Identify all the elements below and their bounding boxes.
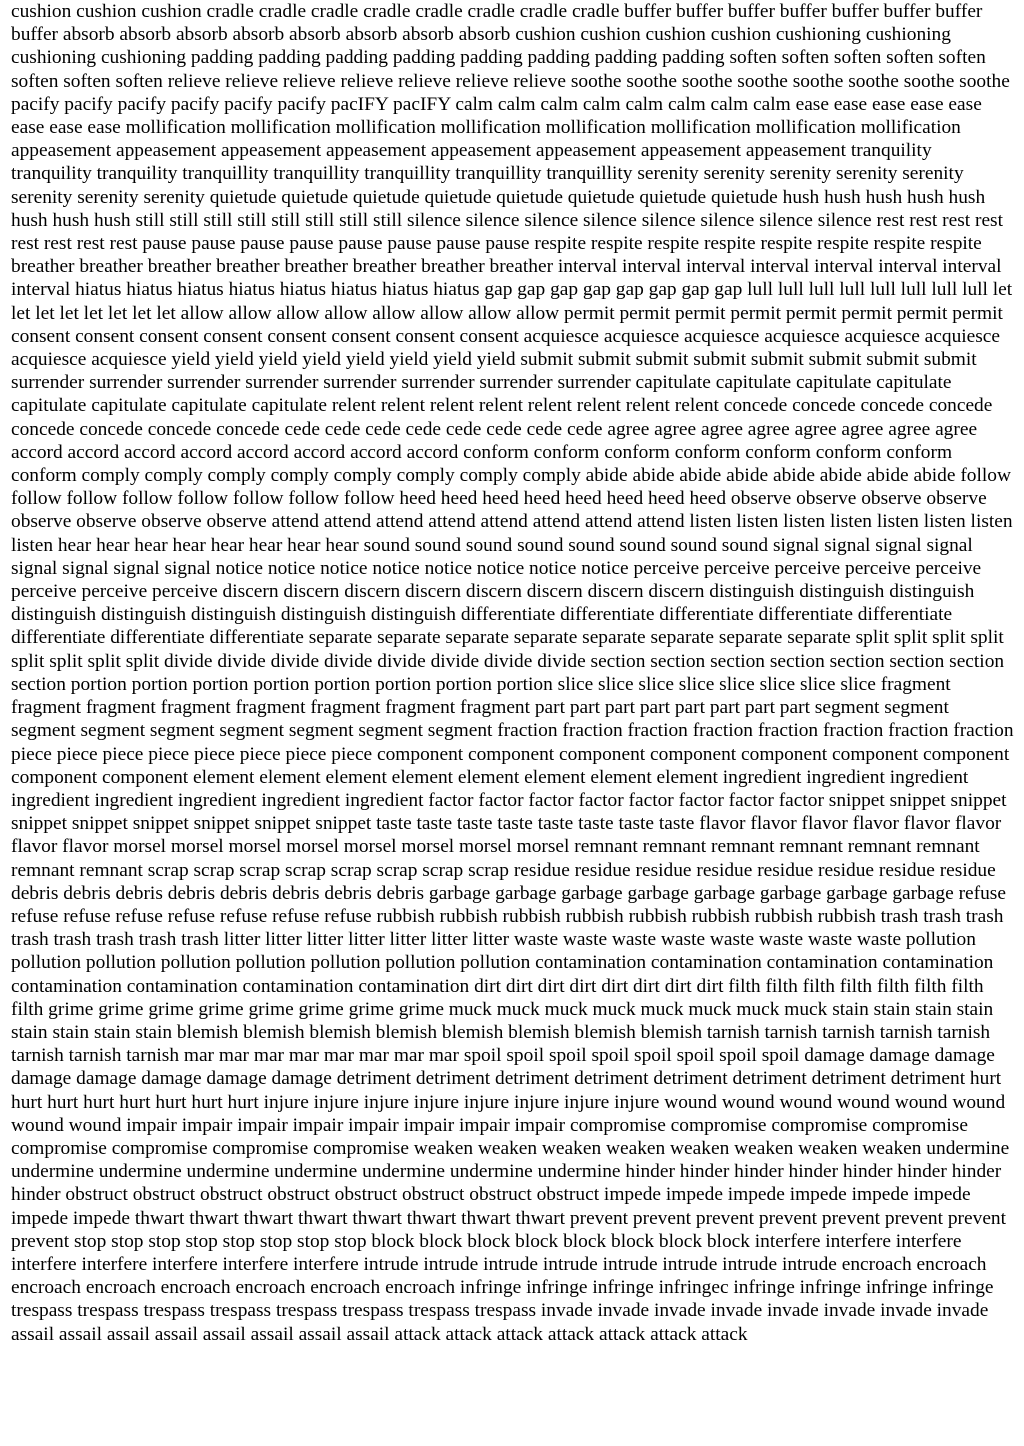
body-text: cushion cushion cushion cradle cradle cradle cradle cradle cradle cradle cradle buffer buffer buffer buffer buffer buffer buffer buffer absorb absorb absorb absorb absorb absorb absorb absorb cushion cushion cushion cushion cushioning cushioning cushioning cushioning padding padding padding padding padding padding padding padding soften soften soften soften soften soften soften soften relieve relieve relieve relieve relieve relieve relieve soothe soothe soothe soothe soothe soothe soothe soothe pacify pacify pacify pacify pacify pacify pacIFY pacIFY calm calm calm calm calm calm calm calm ease ease ease ease ease ease ease ease mollification mollification mollification mollification mollification mollification mollification mollification appeasement appeasement appeasement appeasement appeasement appeasement appeasement appeasement tranquility tranquility tranquility tranquillity tranquillity tranquillity tranquillity tranquillity serenity serenity serenity serenity serenity serenity serenity serenity quietude quietude quietude quietude quietude quietude quietude quietude hush hush hush hush hush hush hush hush still still still still still still still still silence silence silence silence silence silence silence silence rest rest rest rest rest rest rest rest pause pause pause pause pause pause pause pause respite respite respite respite respite respite respite respite breather breather breather breather breather breather breather breather interval interval interval interval interval interval interval interval hiatus hiatus hiatus hiatus hiatus hiatus hiatus hiatus gap gap gap gap gap gap gap gap lull lull lull lull lull lull lull lull let let let let let let let let allow allow allow allow allow allow allow allow permit permit permit permit permit permit permit permit consent consent consent consent consent consent consent consent acquiesce acquiesce acquiesce acquiesce acquiesce acquiesce acquiesce acquiesce yield yield yield yield yield yield yield yield submit submit submit submit submit submit submit submit surrender surrender surrender surrender surrender surrender surrender surrender capitulate capitulate capitulate capitulate capitulate capitulate capitulate capitulate relent relent relent relent relent relent relent relent concede concede concede concede concede concede concede concede cede cede cede cede cede cede cede cede agree agree agree agree agree agree agree agree accord accord accord accord accord accord accord accord conform conform conform conform conform conform conform conform comply comply comply comply comply comply comply comply abide abide abide abide abide abide abide abide follow follow follow follow follow follow follow follow heed heed heed heed heed heed heed heed observe observe observe observe observe observe observe observe attend attend attend attend attend attend attend attend listen listen listen listen listen listen listen listen hear hear hear hear hear hear hear hear sound sound sound sound sound sound sound sound signal signal signal signal signal signal signal signal notice notice notice notice notice notice notice notice perceive perceive perceive perceive perceive perceive perceive perceive discern discern discern discern discern discern discern discern distinguish distinguish distinguish distinguish distinguish distinguish distinguish distinguish differentiate differentiate differentiate differentiate differentiate differentiate differentiate differentiate separate separate separate separate separate separate separate separate split split split split split split split split divide divide divide divide divide divide divide divide section section section section section section section section portion portion portion portion portion portion portion portion slice slice slice slice slice slice slice slice fragment fragment fragment fragment fragment fragment fragment fragment part part part part part part part part segment segment segment segment segment segment segment segment segment fraction fraction fraction fraction fraction fraction fraction fraction piece piece piece piece piece piece piece piece component component component component component component component component component element element element element element element element element ingredient ingredient ingredient ingredient ingredient ingredient ingredient ingredient factor factor factor factor factor factor factor factor snippet snippet snippet snippet snippet snippet snippet snippet snippet taste taste taste taste taste taste taste taste flavor flavor flavor flavor flavor flavor flavor flavor morsel morsel morsel morsel morsel morsel morsel morsel remnant remnant remnant remnant remnant remnant remnant remnant scrap scrap scrap scrap scrap scrap scrap scrap residue residue residue residue residue residue residue residue debris debris debris debris debris debris debris debris garbage garbage garbage garbage garbage garbage garbage garbage refuse refuse refuse refuse refuse refuse refuse refuse rubbish rubbish rubbish rubbish rubbish rubbish rubbish rubbish trash trash trash trash trash trash trash trash litter litter litter litter litter litter litter waste waste waste waste waste waste waste waste pollution pollution pollution pollution pollution pollution pollution pollution contamination contamination contamination contamination contamination contamination contamination contamination dirt dirt dirt dirt dirt dirt dirt dirt filth filth filth filth filth filth filth filth grime grime grime grime grime grime grime grime muck muck muck muck muck muck muck muck stain stain stain stain stain stain stain stain blemish blemish blemish blemish blemish blemish blemish blemish tarnish tarnish tarnish tarnish tarnish tarnish tarnish tarnish mar mar mar mar mar mar mar mar spoil spoil spoil spoil spoil spoil spoil spoil damage damage damage damage damage damage damage damage detriment detriment detriment detriment detriment detriment detriment detriment hurt hurt hurt hurt hurt hurt hurt hurt injure injure injure injure injure injure injure injure wound wound wound wound wound wound wound wound impair impair impair impair impair impair impair impair compromise compromise compromise compromise compromise compromise compromise compromise weaken weaken weaken weaken weaken weaken weaken weaken undermine undermine undermine undermine undermine undermine undermine undermine hinder hinder hinder hinder hinder hinder hinder hinder obstruct obstruct obstruct obstruct obstruct obstruct obstruct obstruct impede impede impede impede impede impede impede impede thwart thwart thwart thwart thwart thwart thwart thwart prevent prevent prevent prevent prevent prevent prevent prevent stop stop stop stop stop stop stop stop block block block block block block block block interfere interfere interfere interfere interfere interfere interfere interfere intrude intrude intrude intrude intrude intrude intrude intrude encroach encroach encroach encroach encroach encroach encroach encroach infringe infringe infringe infringec infringe infringe infringe infringe trespass trespass trespass trespass trespass trespass trespass trespass invade invade invade invade invade invade invade invade assail assail assail assail assail assail assail assail attack attack attack attack attack attack attack — [11, 1, 1014, 1345]
